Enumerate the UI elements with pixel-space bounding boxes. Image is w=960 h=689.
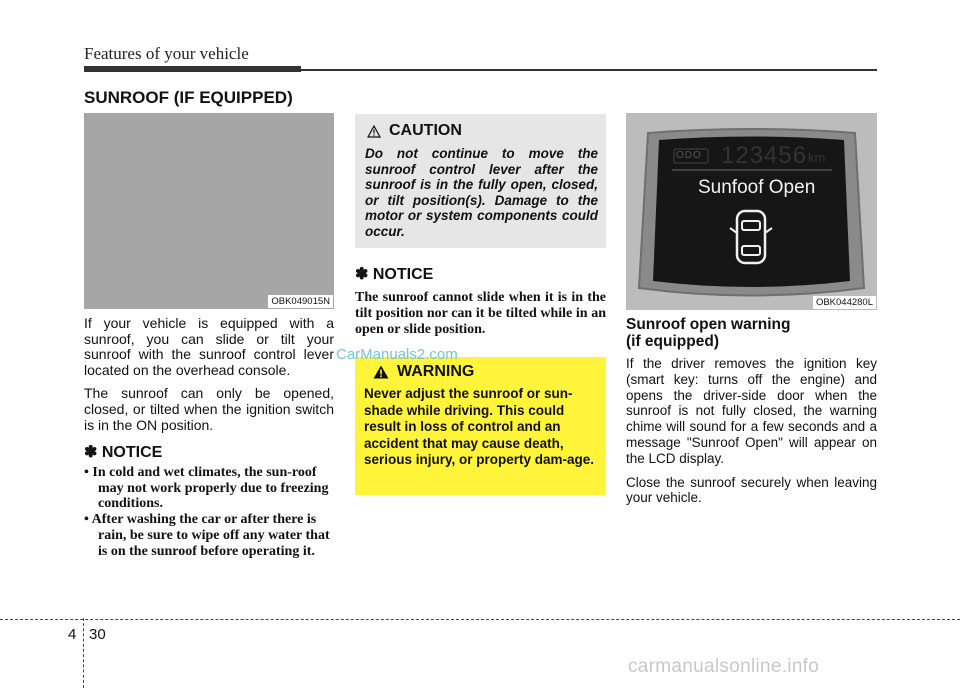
paragraph: The sunroof can only be opened, closed, or tilted when the ignition switch is in the ON position. [84,385,334,433]
warning-box [355,357,606,495]
chapter-number: 4 [68,626,77,643]
caution-heading: CAUTION [389,122,462,139]
caution-text: Do not continue to move the sunroof control lever after the sunroof is in the fully open, closed, or tilt position(s). Damage to the motor or system components could occur. [365,146,598,239]
list-item: • In cold and wet climates, the sun-roof may not work properly due to freezing conditions. [84,464,329,512]
notice-heading: ✽ NOTICE [84,444,163,462]
figure-caption: OBK049015N [268,295,333,308]
warning-text: Never adjust the sunroof or sun-shade while driving. This could result in loss of control and an accident that may cause death, serious injury, or property dam-age. [364,386,595,468]
running-header: Features of your vehicle [84,44,249,63]
sunroof-control-figure [84,113,334,309]
subsection-heading [626,316,877,350]
notice-heading: ✽ NOTICE [355,266,434,283]
section-title: SUNROOF (IF EQUIPPED) [84,88,293,107]
list-item: • After washing the car or after there is rain, be sure to wipe off any water that is on the sunroof before operating it. [84,512,330,559]
page-number: 30 [89,626,106,643]
watermark-site: carmanualsonline.info [628,656,820,677]
figure-caption: OBK044280L [813,296,876,309]
odo-unit: km [808,150,826,165]
footer-divider [83,618,84,688]
heading-line: (if equipped) [626,333,719,350]
caution-triangle-icon [367,125,381,138]
header-rule-thin [301,69,877,71]
header-rule-thick [84,66,301,72]
paragraph: If the driver removes the ignition key (smart key: turns off the engine) and opens the driver-side door when the sunroof is not fully closed, the warning chime will sound for a few seconds and a message "Sunroof Open" will appear on the LCD display. [626,356,877,466]
footer-rule [0,619,960,620]
caution-header [367,122,598,140]
lcd-display-figure [626,113,877,310]
heading-line: Sunroof open warning [626,316,791,333]
column-1 [84,316,334,560]
notice-2 [355,264,606,339]
caution-box [355,114,606,248]
notice-text: The sunroof cannot slide when it is in the tilt position nor can it be tilted while in an open or slide position. [355,290,606,338]
odo-value: 123456 [721,142,808,169]
warning-heading: WARNING [397,363,475,380]
column-3 [626,356,877,514]
paragraph: If your vehicle is equipped with a sunroof, you can slide or tilt your sunroof with the sunroof control lever located on the overhead console. [84,315,334,378]
paragraph: Close the sunroof securely when leaving your vehicle. [626,474,877,506]
warning-header [373,363,598,381]
notice-list [84,465,334,560]
warning-triangle-icon [373,365,389,379]
lcd-message: Sunfoof Open [698,177,816,198]
watermark-link[interactable]: CarManuals2.com [336,346,458,363]
odo-label: ODO [676,150,702,161]
